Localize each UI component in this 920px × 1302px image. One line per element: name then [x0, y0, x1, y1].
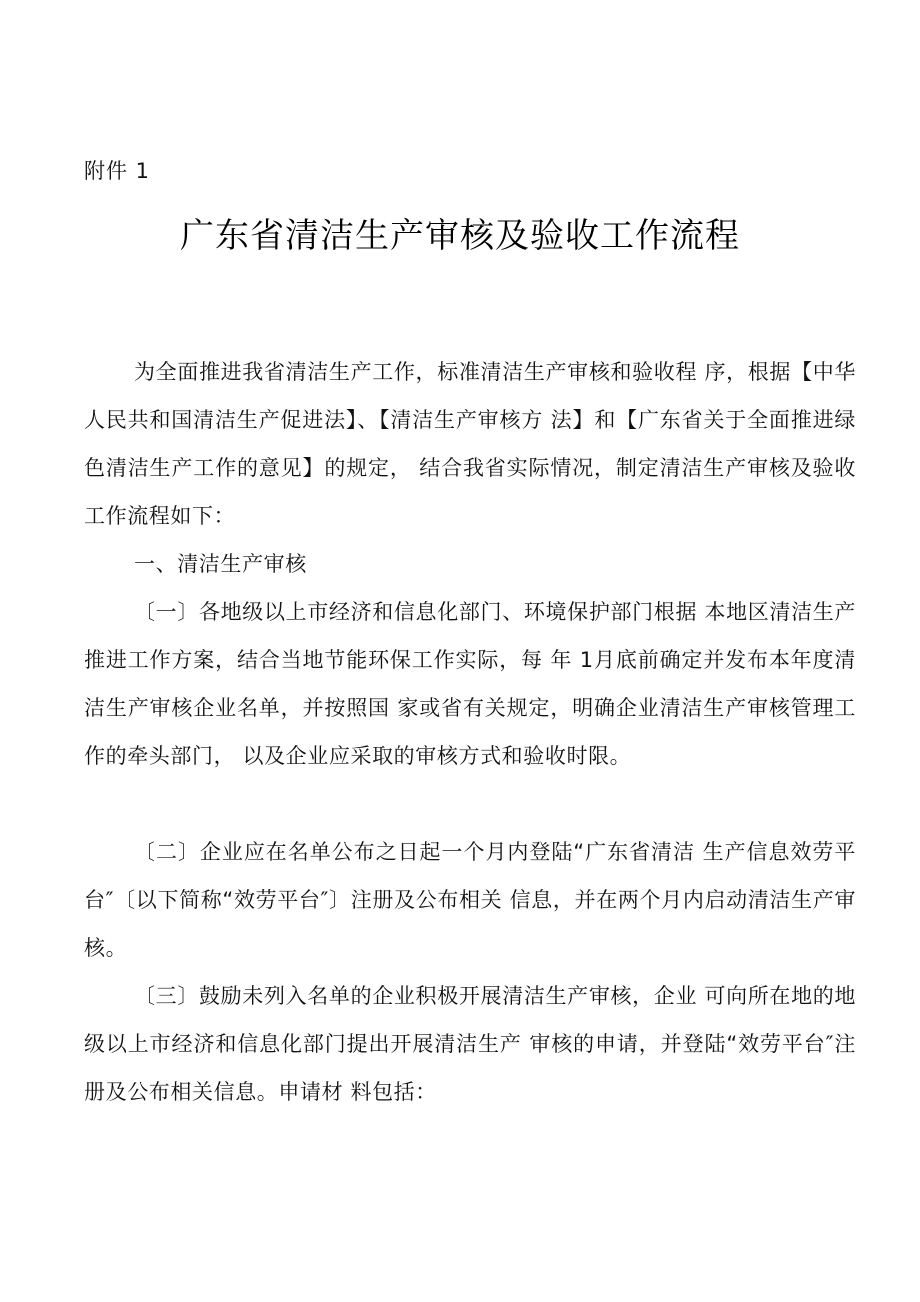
item-paragraph-2: 〔二〕企业应在名单公布之日起一个月内登陆“广东省清洁 生产信息效劳平台″〔以下简称“效劳平台″〕注册及公布相关 信息，并在两个月内启动清洁生产审核。 — [84, 840, 856, 960]
item-paragraph-3: 〔三〕鼓励未列入名单的企业积极开展清洁生产审核，企业 可向所在地的地级以上市经济和信息化部门提出开展清洁生产 审核的申请，并登陆“效劳平台″注册及公布相关信息。申请材 料包括： — [84, 984, 856, 1104]
document-title: 广东省清洁生产审核及验收工作流程 — [180, 216, 740, 256]
section-heading-1: 一、清洁生产审核 — [134, 552, 307, 576]
item-paragraph-1: 〔一〕各地级以上市经济和信息化部门、环境保护部门根据 本地区清洁生产推进工作方案，结合当地节能环保工作实际，每 年 1月底前确定并发布本年度清洁生产审核企业名单，并按照国 家或省有关规定，明确企业清洁生产审核管理工作的牵头部门， 以及企业应采取的审核方式和验收时限。 — [84, 600, 856, 768]
attachment-label: 附件 1 — [84, 159, 151, 183]
intro-paragraph: 为全面推进我省清洁生产工作，标准清洁生产审核和验收程 序，根据【中华人民共和国清洁生产促进法】、【清洁生产审核方 法】和【广东省关于全面推进绿色清洁生产工作的意见】的规定， 结合我省实际情况，制定清洁生产审核及验收工作流程如下： — [84, 360, 856, 528]
